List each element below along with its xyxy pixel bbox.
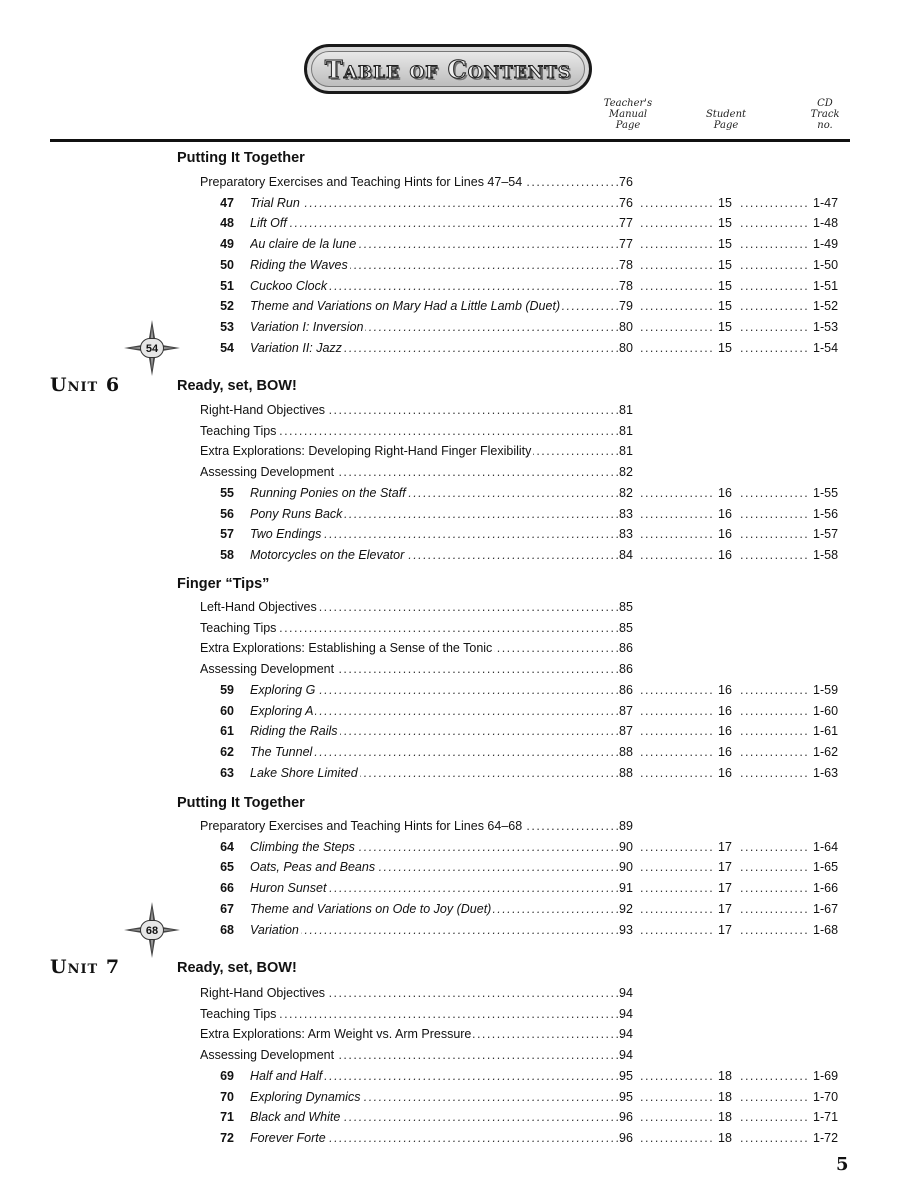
dot-leader [740, 1087, 810, 1107]
dot-leader [640, 857, 714, 877]
student-page: 18 [718, 1068, 732, 1083]
dot-leader [640, 545, 714, 565]
dot-leader [740, 1128, 810, 1148]
cd-track: 1-55 [813, 485, 839, 500]
dot-leader [640, 1066, 714, 1086]
cd-track: 1-72 [813, 1130, 839, 1145]
cd-track: 1-69 [813, 1068, 839, 1083]
dot-leader [250, 920, 624, 940]
entry-text [250, 1087, 624, 1107]
manual-page: 89 [619, 819, 633, 833]
entry-title: Right-Hand Objectives [200, 986, 326, 1000]
dot-leader [640, 1107, 714, 1127]
entry-title: Extra Explorations: Developing Right-Hand Finger Flexibility [200, 444, 532, 459]
student-page: 17 [718, 922, 732, 937]
cd-track: 1-68 [813, 922, 839, 937]
manual-page: 82 [619, 465, 633, 480]
entry-text [200, 659, 624, 679]
item-number: 50 [220, 257, 234, 272]
dot-leader [640, 276, 714, 296]
entry-text [250, 296, 624, 316]
cd-track: 1-49 [813, 237, 839, 252]
entry-text [250, 721, 624, 741]
cd-track: 1-51 [813, 278, 839, 293]
entry-title: Assessing Development [200, 662, 335, 677]
column-header-line: Page [713, 120, 739, 131]
student-page: 17 [718, 860, 732, 875]
dot-leader [740, 504, 810, 524]
manual-page: 79 [619, 299, 633, 314]
entry-title: The Tunnel [250, 744, 313, 759]
entry-title: Climbing the Steps [250, 839, 355, 854]
column-header-line: CD [817, 98, 833, 109]
cd-track: 1-58 [813, 547, 839, 562]
dot-leader [740, 213, 810, 233]
entry-text [250, 742, 624, 762]
entry-text [200, 1045, 624, 1065]
item-number: 68 [220, 922, 234, 937]
item-number: 66 [220, 881, 234, 896]
entry-text [250, 234, 624, 254]
entry-text [200, 597, 624, 617]
student-page: 16 [718, 744, 732, 759]
manual-page: 87 [619, 703, 633, 718]
cd-track: 1-70 [813, 1089, 839, 1104]
dot-leader [740, 483, 810, 503]
entry-title: Left-Hand Objectives [200, 600, 317, 614]
manual-page: 95 [619, 1089, 633, 1104]
entry-title: Extra Explorations: Arm Weight vs. Arm Pressure [200, 1027, 472, 1042]
header-rule [50, 139, 850, 142]
entry-text [250, 680, 624, 700]
manual-page: 84 [619, 547, 633, 562]
item-number: 64 [220, 839, 234, 854]
item-number: 57 [220, 527, 234, 542]
student-page: 15 [718, 195, 732, 210]
dot-leader [640, 338, 714, 358]
entry-title: Teaching Tips [200, 620, 277, 635]
entry-text [200, 816, 624, 836]
cd-track: 1-59 [813, 682, 839, 697]
entry-title: Assessing Development [200, 1048, 335, 1063]
entry-text [250, 1128, 624, 1148]
student-page: 18 [718, 1110, 732, 1125]
entry-text [250, 857, 624, 877]
entry-title: Assessing Development [200, 465, 335, 480]
entry-text [250, 701, 624, 721]
entry-title: Half and Half [250, 1068, 323, 1083]
dot-leader [640, 721, 714, 741]
student-page: 17 [718, 881, 732, 896]
dot-leader [740, 276, 810, 296]
badge-number: 54 [140, 338, 164, 358]
entry-title: Theme and Variations on Mary Had a Little Lamb (Duet) [250, 299, 561, 314]
cd-track: 1-53 [813, 319, 839, 334]
entry-title: Exploring A [250, 703, 314, 718]
dot-leader [640, 234, 714, 254]
item-number: 61 [220, 724, 234, 739]
compass-badge [124, 902, 180, 958]
dot-leader [640, 483, 714, 503]
dot-leader [640, 899, 714, 919]
manual-page: 94 [619, 1006, 633, 1021]
manual-page: 81 [619, 444, 633, 459]
item-number: 51 [220, 278, 234, 293]
student-page: 18 [718, 1089, 732, 1104]
entry-title: Variation [250, 922, 299, 937]
dot-leader [740, 680, 810, 700]
entry-title: Exploring Dynamics [250, 1089, 361, 1104]
manual-page: 77 [619, 216, 633, 231]
manual-page: 86 [619, 662, 633, 677]
dot-leader [640, 255, 714, 275]
dot-leader [640, 213, 714, 233]
manual-page: 91 [619, 881, 633, 896]
dot-leader [740, 899, 810, 919]
item-number: 59 [220, 682, 234, 697]
entry-text [250, 1107, 624, 1127]
dot-leader [740, 1066, 810, 1086]
item-number: 63 [220, 765, 234, 780]
manual-page: 83 [619, 506, 633, 521]
manual-page: 83 [619, 527, 633, 542]
cd-track: 1-56 [813, 506, 839, 521]
cd-track: 1-62 [813, 744, 839, 759]
entry-text [250, 317, 624, 337]
cd-track: 1-66 [813, 881, 839, 896]
item-number: 55 [220, 485, 234, 500]
dot-leader [740, 763, 810, 783]
cd-track: 1-67 [813, 901, 839, 916]
column-header-line: no. [817, 120, 833, 131]
manual-page: 90 [619, 839, 633, 854]
entry-text [250, 524, 624, 544]
entry-title: Forever Forte [250, 1130, 326, 1145]
manual-page: 76 [619, 195, 633, 210]
column-header-cd-track [785, 98, 865, 131]
entry-title: Teaching Tips [200, 1006, 277, 1021]
student-page: 16 [718, 547, 732, 562]
dot-leader [740, 920, 810, 940]
manual-page: 94 [619, 1048, 633, 1063]
entry-text [250, 763, 624, 783]
student-page: 15 [718, 237, 732, 252]
dot-leader [740, 255, 810, 275]
manual-page: 78 [619, 278, 633, 293]
entry-text [200, 1024, 624, 1044]
manual-page: 76 [619, 175, 633, 189]
column-header-line: Page [615, 120, 641, 131]
dot-leader [740, 317, 810, 337]
entry-text [250, 255, 624, 275]
entry-text [250, 878, 624, 898]
manual-page: 86 [619, 682, 633, 697]
entry-title: Lift Off [250, 216, 287, 231]
dot-leader [740, 296, 810, 316]
manual-page: 81 [619, 403, 633, 417]
student-page: 15 [718, 340, 732, 355]
entry-title: Teaching Tips [200, 423, 277, 438]
entry-title: Variation I: Inversion [250, 319, 364, 334]
dot-leader [250, 193, 624, 213]
student-page: 16 [718, 765, 732, 780]
dot-leader [740, 524, 810, 544]
dot-leader [640, 878, 714, 898]
item-number: 65 [220, 860, 234, 875]
item-number: 47 [220, 195, 234, 210]
cd-track: 1-50 [813, 257, 839, 272]
page-number: 5 [836, 1154, 849, 1175]
dot-leader [740, 837, 810, 857]
entry-title: Pony Runs Back [250, 506, 343, 521]
entry-title: Exploring G [250, 682, 316, 697]
entry-text [250, 483, 624, 503]
dot-leader [740, 857, 810, 877]
dot-leader [740, 721, 810, 741]
section-title: Ready, set, BOW! [177, 378, 297, 394]
manual-page: 96 [619, 1130, 633, 1145]
entry-text [200, 172, 624, 192]
dot-leader [640, 1128, 714, 1148]
dot-leader [640, 193, 714, 213]
manual-page: 86 [619, 641, 633, 656]
dot-leader [740, 338, 810, 358]
cd-track: 1-52 [813, 299, 839, 314]
item-number: 58 [220, 547, 234, 562]
entry-title: Preparatory Exercises and Teaching Hints for Lines 47–54 [200, 175, 523, 189]
student-page: 16 [718, 703, 732, 718]
dot-leader [740, 234, 810, 254]
student-page: 18 [718, 1130, 732, 1145]
entry-title: Two Endings [250, 527, 322, 542]
manual-page: 95 [619, 1068, 633, 1083]
dot-leader [640, 763, 714, 783]
column-header-line: Track [810, 109, 840, 120]
cd-track: 1-47 [813, 195, 839, 210]
student-page: 16 [718, 527, 732, 542]
student-page: 15 [718, 319, 732, 334]
entry-title: Variation II: Jazz [250, 340, 342, 355]
item-number: 70 [220, 1089, 234, 1104]
item-number: 48 [220, 216, 234, 231]
unit-label: Unit 7 [50, 956, 121, 978]
student-page: 16 [718, 682, 732, 697]
student-page: 16 [718, 724, 732, 739]
cd-track: 1-64 [813, 839, 839, 854]
entry-title: Riding the Rails [250, 724, 338, 739]
unit-label: Unit 6 [50, 374, 121, 396]
dot-leader [640, 701, 714, 721]
column-header-line: Manual [608, 109, 648, 120]
cd-track: 1-71 [813, 1110, 839, 1125]
item-number: 49 [220, 237, 234, 252]
entry-text [250, 193, 624, 213]
entry-text [200, 1004, 624, 1024]
manual-page: 96 [619, 1110, 633, 1125]
item-number: 54 [220, 340, 234, 355]
dot-leader [740, 742, 810, 762]
student-page: 15 [718, 278, 732, 293]
entry-text [250, 920, 624, 940]
cd-track: 1-48 [813, 216, 839, 231]
item-number: 52 [220, 299, 234, 314]
manual-page: 77 [619, 237, 633, 252]
manual-page: 80 [619, 319, 633, 334]
dot-leader [740, 701, 810, 721]
cd-track: 1-57 [813, 527, 839, 542]
manual-page: 93 [619, 922, 633, 937]
manual-page: 80 [619, 340, 633, 355]
dot-leader [640, 504, 714, 524]
manual-page: 88 [619, 744, 633, 759]
student-page: 15 [718, 216, 732, 231]
dot-leader [250, 213, 624, 233]
entry-title: Huron Sunset [250, 881, 327, 896]
student-page: 17 [718, 839, 732, 854]
dot-leader [640, 296, 714, 316]
page-title: Table of Contents [324, 55, 572, 84]
dot-leader [740, 878, 810, 898]
compass-badge [124, 320, 180, 376]
entry-text [200, 400, 624, 420]
dot-leader [640, 920, 714, 940]
manual-page: 90 [619, 860, 633, 875]
dot-leader [640, 524, 714, 544]
entry-title: Extra Explorations: Establishing a Sense of the Tonic [200, 641, 493, 656]
item-number: 71 [220, 1110, 234, 1125]
manual-page: 94 [619, 1027, 633, 1042]
item-number: 67 [220, 901, 234, 916]
dot-leader [640, 680, 714, 700]
entry-text [250, 837, 624, 857]
student-page: 16 [718, 506, 732, 521]
entry-text [250, 1066, 624, 1086]
cd-track: 1-63 [813, 765, 839, 780]
entry-title: Lake Shore Limited [250, 765, 358, 780]
entry-title: Au claire de la lune [250, 237, 357, 252]
entry-title: Theme and Variations on Ode to Joy (Duet) [250, 901, 492, 916]
dot-leader [740, 1107, 810, 1127]
manual-page: 92 [619, 901, 633, 916]
dot-leader [740, 545, 810, 565]
section-title: Finger “Tips” [177, 576, 270, 592]
entry-text [250, 545, 624, 565]
cd-track: 1-60 [813, 703, 839, 718]
entry-text [200, 462, 624, 482]
entry-title: Oats, Peas and Beans [250, 860, 376, 875]
student-page: 16 [718, 485, 732, 500]
item-number: 53 [220, 319, 234, 334]
manual-page: 85 [619, 620, 633, 635]
dot-leader [640, 742, 714, 762]
entry-text [250, 213, 624, 233]
column-header-manual-page [588, 98, 668, 131]
entry-text [250, 276, 624, 296]
entry-title: Motorcycles on the Elevator [250, 547, 405, 562]
section-title: Ready, set, BOW! [177, 960, 297, 976]
manual-page: 94 [619, 986, 633, 1000]
dot-leader [640, 1087, 714, 1107]
manual-page: 82 [619, 485, 633, 500]
entry-text [250, 504, 624, 524]
cd-track: 1-54 [813, 340, 839, 355]
dot-leader [640, 837, 714, 857]
entry-text [200, 983, 624, 1003]
entry-title: Running Ponies on the Staff [250, 485, 406, 500]
entry-text [250, 899, 624, 919]
item-number: 56 [220, 506, 234, 521]
entry-title: Right-Hand Objectives [200, 403, 326, 417]
column-header-student-page [686, 109, 766, 131]
column-header-line: Student [705, 109, 747, 120]
entry-text [200, 421, 624, 441]
manual-page: 85 [619, 600, 633, 614]
dot-leader [740, 193, 810, 213]
item-number: 69 [220, 1068, 234, 1083]
entry-text [200, 441, 624, 461]
cd-track: 1-61 [813, 724, 839, 739]
section-title: Putting It Together [177, 150, 305, 166]
dot-leader [640, 317, 714, 337]
section-title: Putting It Together [177, 795, 305, 811]
entry-title: Preparatory Exercises and Teaching Hints for Lines 64–68 [200, 819, 523, 833]
item-number: 62 [220, 744, 234, 759]
student-page: 15 [718, 299, 732, 314]
entry-title: Trial Run [250, 195, 300, 210]
cd-track: 1-65 [813, 860, 839, 875]
entry-title: Black and White [250, 1110, 341, 1125]
student-page: 15 [718, 257, 732, 272]
badge-number: 68 [140, 920, 164, 940]
manual-page: 88 [619, 765, 633, 780]
entry-text [200, 638, 624, 658]
student-page: 17 [718, 901, 732, 916]
item-number: 72 [220, 1130, 234, 1145]
manual-page: 87 [619, 724, 633, 739]
manual-page: 81 [619, 423, 633, 438]
column-header-line: Teacher's [603, 98, 653, 109]
entry-title: Riding the Waves [250, 257, 348, 272]
entry-title: Cuckoo Clock [250, 278, 328, 293]
title-banner [304, 44, 592, 94]
entry-text [250, 338, 624, 358]
entry-text [200, 618, 624, 638]
item-number: 60 [220, 703, 234, 718]
manual-page: 78 [619, 257, 633, 272]
